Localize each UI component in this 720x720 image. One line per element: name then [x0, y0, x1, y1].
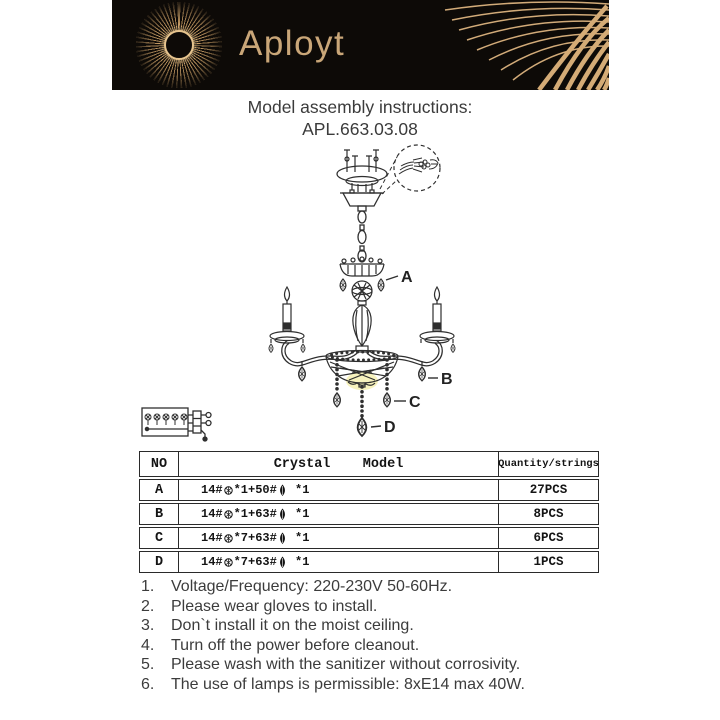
- model-text: *1: [287, 507, 310, 521]
- model-text: 14#: [201, 555, 223, 569]
- part-label-a: A: [401, 269, 413, 286]
- list-item: [141, 597, 611, 617]
- item-number: 6.: [141, 675, 155, 693]
- table-row: [139, 503, 599, 525]
- row-model: [178, 480, 499, 500]
- list-item: [141, 655, 611, 675]
- wiring-detail-inset: [380, 145, 440, 194]
- model-number: APL.663.03.08: [302, 118, 418, 139]
- crystal-ball-icon: [224, 534, 233, 543]
- model-text: *7+63#: [233, 531, 277, 545]
- model-text: 14#: [201, 483, 223, 497]
- list-item: [141, 675, 611, 695]
- brand-banner: [112, 0, 609, 90]
- list-item: [141, 577, 611, 597]
- crystal-drop-icon: [278, 556, 287, 569]
- item-number: 2.: [141, 597, 155, 615]
- item-text: Please wash with the sanitizer without corrosivity.: [171, 656, 521, 674]
- item-text: The use of lamps is permissible: 8xE14 max 40W.: [171, 675, 525, 693]
- list-item: [141, 636, 611, 656]
- candle-right: [420, 287, 455, 352]
- page-title: Model assembly instructions:: [247, 97, 473, 117]
- model-text: 14#: [201, 507, 223, 521]
- model-text: 14#: [201, 531, 223, 545]
- table-row: [139, 479, 599, 501]
- center-column: [352, 281, 372, 352]
- item-text: Please wear gloves to install.: [171, 597, 378, 615]
- table-row: [139, 527, 599, 549]
- part-label-b: B: [441, 371, 453, 388]
- list-item: [141, 616, 611, 636]
- title-block: [0, 97, 720, 140]
- model-text: *1+50#: [233, 483, 277, 497]
- item-text: Voltage/Frequency: 220-230V 50-60Hz.: [171, 578, 453, 595]
- row-no: D: [154, 554, 164, 570]
- crystal-ball-icon: [224, 558, 233, 567]
- wiring-diagram: [136, 401, 220, 445]
- model-text: *1+63#: [233, 507, 277, 521]
- decorative-rays-icon: [397, 0, 609, 90]
- canopy-and-chain: [340, 193, 384, 262]
- row-qty: 6PCS: [533, 531, 564, 545]
- row-no: B: [154, 506, 164, 522]
- table-row: [139, 551, 599, 573]
- chandelier-diagram: [253, 139, 467, 443]
- model-text: *1: [287, 483, 310, 497]
- model-text: *1: [287, 531, 310, 545]
- item-number: 1.: [141, 578, 155, 595]
- brand-name: Aployt: [239, 24, 346, 63]
- row-qty: 8PCS: [533, 507, 564, 521]
- row-no: C: [154, 530, 164, 546]
- item-number: 3.: [141, 617, 155, 635]
- part-label-c: C: [409, 394, 421, 411]
- row-no: A: [154, 482, 164, 498]
- row-qty: 1PCS: [533, 555, 564, 569]
- item-number: 4.: [141, 636, 155, 654]
- ceiling-mount: [337, 150, 387, 193]
- item-text: Don`t install it on the moist ceiling.: [171, 617, 414, 635]
- crystal-drop-icon: [278, 532, 287, 545]
- model-text: *1: [287, 555, 310, 569]
- crystal-ball-icon: [224, 510, 233, 519]
- crystal-ball-icon: [224, 486, 233, 495]
- item-text: Turn off the power before cleanout.: [171, 636, 420, 654]
- col-header-qty: Quantity/strings: [498, 458, 599, 470]
- col-header-model: Crystal Model: [178, 452, 499, 476]
- crystal-parts-table: [139, 451, 599, 575]
- candle-left: [269, 287, 305, 352]
- crystal-drop-icon: [278, 508, 287, 521]
- part-label-d: D: [384, 419, 396, 436]
- row-model: [178, 504, 499, 524]
- sunburst-logo-icon: [136, 2, 222, 88]
- crystal-drop-icon: [278, 484, 287, 497]
- col-header-no: NO: [150, 456, 168, 472]
- row-qty: 27PCS: [529, 483, 568, 497]
- row-model: [178, 552, 499, 572]
- table-header-row: [139, 451, 599, 477]
- row-model: [178, 528, 499, 548]
- item-number: 5.: [141, 656, 155, 674]
- instruction-list: [141, 577, 611, 695]
- model-text: *7+63#: [233, 555, 277, 569]
